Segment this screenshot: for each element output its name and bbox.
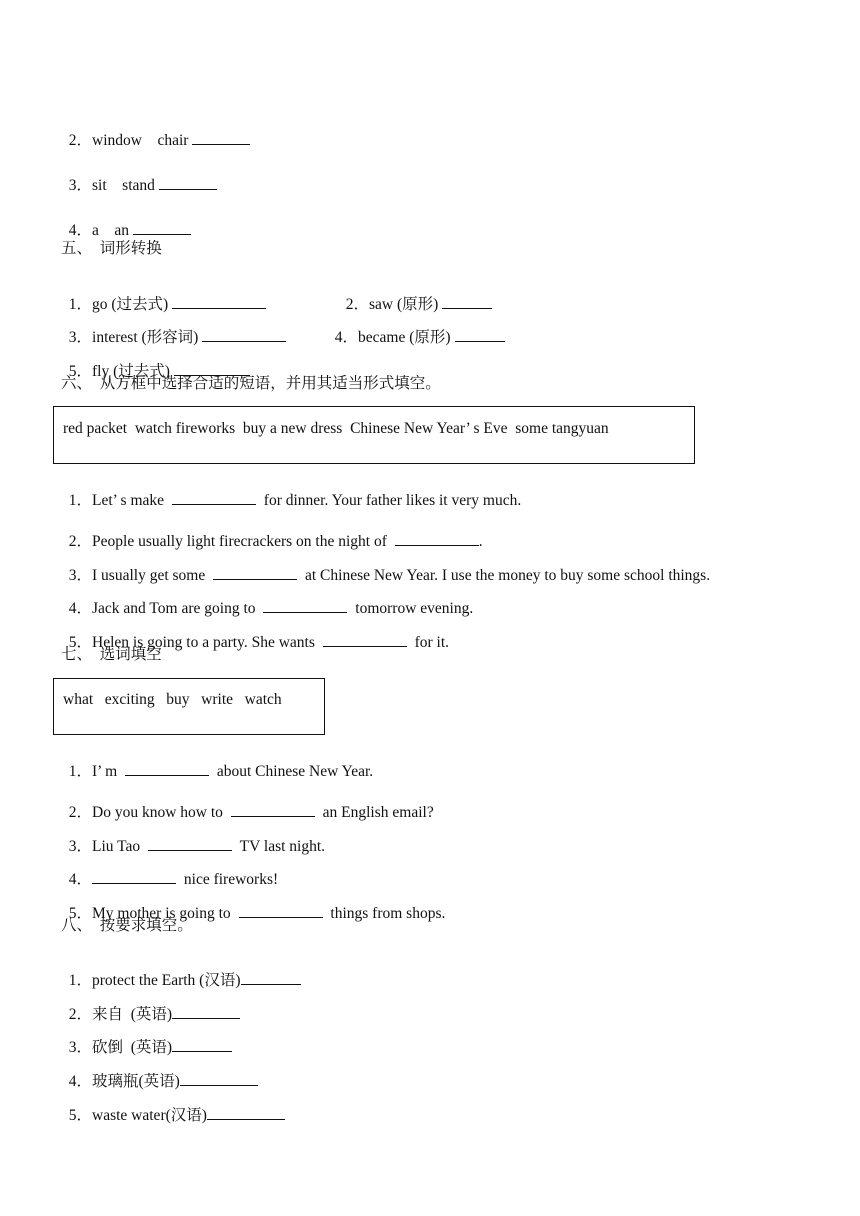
section-heading: 五、 词形转换: [61, 240, 162, 257]
question-text: My mother is going to: [92, 905, 231, 922]
answer-blank[interactable]: [455, 327, 505, 342]
question-text: saw (原形): [369, 296, 439, 313]
question-number: 2．: [68, 804, 93, 821]
question-text: Jack and Tom are going to: [92, 600, 256, 617]
question-text: at Chinese New Year. I use the money to buy some school things.: [304, 567, 711, 584]
question-text: fly (过去式): [92, 363, 170, 380]
answer-blank[interactable]: [125, 761, 209, 776]
question-number: 5．: [68, 1107, 93, 1124]
question-number: 2．: [68, 1006, 93, 1023]
question-number: 3．: [68, 177, 93, 194]
question-text: People usually light firecrackers on the night of: [92, 533, 387, 550]
question-text: nice fireworks!: [183, 871, 279, 888]
question-number: 3．: [68, 1039, 93, 1056]
question-number: 2．: [68, 132, 93, 149]
word-box: [53, 678, 325, 735]
answer-blank[interactable]: [323, 632, 407, 647]
question-number: 5．: [68, 905, 93, 922]
question-text: protect the Earth (汉语): [92, 972, 241, 989]
section-heading: 八、 按要求填空。: [61, 917, 193, 934]
question-text: a an: [92, 222, 130, 239]
question-number: 1．: [68, 763, 93, 780]
question-line: [61, 110, 254, 151]
section-heading: 七、 选词填空: [61, 646, 162, 663]
question-number: 3．: [68, 329, 93, 346]
answer-blank[interactable]: [263, 598, 347, 613]
word-box-text: what exciting buy write watch: [63, 691, 282, 708]
answer-blank[interactable]: [172, 1037, 232, 1052]
question-number: 5．: [68, 363, 93, 380]
question-text: .: [478, 533, 483, 550]
answer-blank[interactable]: [241, 970, 301, 985]
question-text: I usually get some: [92, 567, 206, 584]
question-text: 砍倒 (英语): [92, 1039, 173, 1056]
question-number: 4．: [334, 329, 359, 346]
question-text: an English email?: [322, 804, 434, 821]
question-number: 3．: [68, 838, 93, 855]
question-text: 玻璃瓶(英语): [92, 1073, 180, 1090]
answer-blank[interactable]: [202, 327, 286, 342]
answer-blank[interactable]: [172, 490, 256, 505]
question-number: 3．: [68, 567, 93, 584]
answer-blank[interactable]: [395, 531, 479, 546]
question-number: 1．: [68, 972, 93, 989]
question-text: sit stand: [92, 177, 155, 194]
question-text: Helen is going to a party. She wants: [92, 634, 315, 651]
section-heading: 六、 从方框中选择合适的短语，并用其适当形式填空。: [61, 375, 441, 392]
phrase-box-text: red packet watch fireworks buy a new dress Chinese New Year’ s Eve some tangyuan: [63, 420, 609, 437]
question-line: [61, 200, 195, 241]
question-text: 来自 (英语): [92, 1006, 173, 1023]
answer-blank[interactable]: [180, 1071, 258, 1086]
question-number: 4．: [68, 1073, 93, 1090]
answer-blank[interactable]: [207, 1105, 285, 1120]
question-number: 4．: [68, 600, 93, 617]
question-line: [61, 1085, 289, 1126]
question-text: things from shops.: [330, 905, 446, 922]
answer-blank[interactable]: [239, 903, 323, 918]
question-line: [61, 155, 221, 196]
answer-blank[interactable]: [192, 130, 250, 145]
question-number: 2．: [345, 296, 370, 313]
question-text: tomorrow evening.: [355, 600, 474, 617]
phrase-box: [53, 406, 695, 464]
question-text: about Chinese New Year.: [216, 763, 374, 780]
question-text: Do you know how to: [92, 804, 223, 821]
question-text: go (过去式): [92, 296, 169, 313]
question-text: TV last night.: [239, 838, 326, 855]
answer-blank[interactable]: [92, 869, 176, 884]
question-line: [327, 307, 509, 348]
question-text: for dinner. Your father likes it very much.: [263, 492, 522, 509]
question-text: became (原形): [358, 329, 451, 346]
answer-blank[interactable]: [159, 175, 217, 190]
question-text: window chair: [92, 132, 189, 149]
question-number: 1．: [68, 492, 93, 509]
question-text: for it.: [414, 634, 450, 651]
question-text: Liu Tao: [92, 838, 141, 855]
answer-blank[interactable]: [133, 220, 191, 235]
question-line: [61, 741, 373, 782]
question-text: I’ m: [92, 763, 118, 780]
answer-blank[interactable]: [231, 802, 315, 817]
question-number: 5．: [68, 634, 93, 651]
question-number: 4．: [68, 871, 93, 888]
question-number: 2．: [68, 533, 93, 550]
question-number: 4．: [68, 222, 93, 239]
question-number: 1．: [68, 296, 93, 313]
question-text: Let’ s make: [92, 492, 165, 509]
question-text: waste water(汉语): [92, 1107, 207, 1124]
question-text: interest (形容词): [92, 329, 199, 346]
question-line: [61, 470, 521, 511]
